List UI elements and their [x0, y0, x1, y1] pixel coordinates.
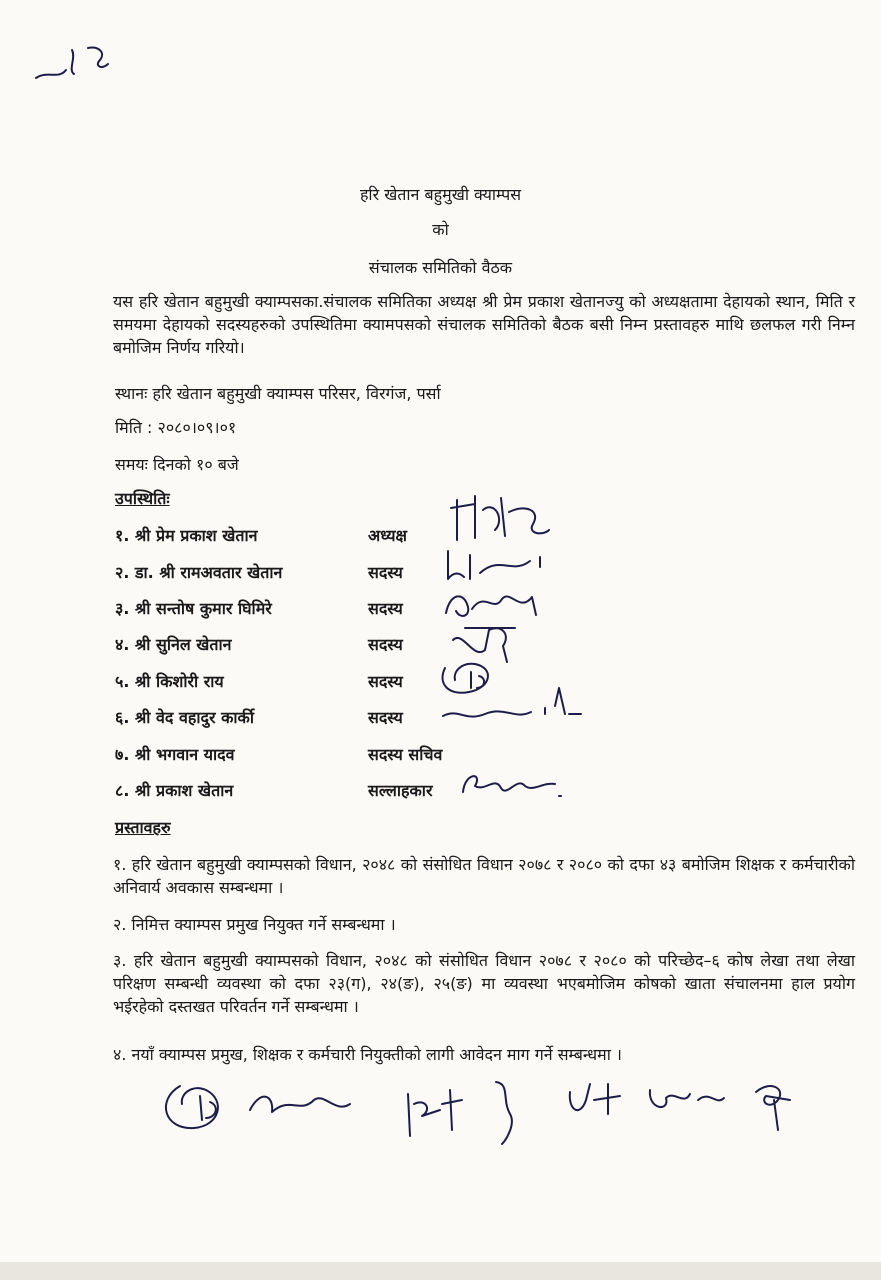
signature-2	[440, 545, 560, 585]
venue-line: स्थानः हरि खेतान बहुमुखी क्याम्पस परिसर, विरगंज, पर्सा	[115, 384, 441, 403]
attendance-heading: उपस्थितिः	[115, 489, 170, 508]
attendee-name: ४. श्री सुनिल खेतान	[115, 635, 232, 654]
bottom-signatures	[150, 1070, 830, 1150]
signature-8	[455, 762, 575, 807]
header-line-institution: हरि खेतान बहुमुखी क्याम्पस	[359, 185, 522, 204]
intro-paragraph: यस हरि खेतान बहुमुखी क्याम्पसका.संचालक समितिका अध्यक्ष श्री प्रेम प्रकाश खेतानज्यु को अध्यक्षतामा देहायको स्थान, मिति र समयमा देहायको सदस्यहरुको उपस्थितिमा क्यामपसको संचालक समितिको बैठक बसी निम्न प्रस्तावहरु माथि छलफल गरी निम्न बमोजिम निर्णय गरियो।	[113, 292, 855, 357]
attendee-name: २. डा. श्री रामअवतार खेतान	[115, 563, 283, 582]
attendee-role: सल्लाहकार	[368, 781, 433, 800]
proposals-heading: प्रस्तावहरु	[115, 818, 171, 837]
signature-1	[445, 490, 555, 545]
attendee-name: ५. श्री किशोरी राय	[115, 672, 224, 691]
proposal-item: ३. हरि खेतान बहुमुखी क्याम्पसको विधान, २०४८ को संसोधित विधान २०७८ र २०८० को परिच्छेद–६ कोष लेखा तथा लेखा परिक्षण सम्बन्धी व्यवस्था को दफा २३(ग), २४(ङ), २५(ङ) मा व्यवस्था भएबमोजिम कोषको खाता संचालनमा हाल प्रयोग भईरहेको दस्तखत परिवर्तन गर्ने सम्बन्धमा ।	[113, 951, 855, 1016]
attendee-name: ३. श्री सन्तोष कुमार घिमिरे	[115, 599, 272, 618]
attendee-role: सदस्य	[368, 599, 403, 618]
attendee-name: ६. श्री वेद वहादुर कार्की	[115, 708, 254, 727]
attendee-role: सदस्य	[368, 563, 403, 582]
attendee-role: सदस्य	[368, 672, 403, 691]
date-line: मिति : २०८०।०९।०१	[115, 418, 237, 437]
attendee-role: सदस्य	[368, 708, 403, 727]
proposal-item: २. निमित्त क्याम्पस प्रमुख नियुक्त गर्ने सम्बन्धमा ।	[113, 915, 396, 934]
handwritten-mark	[28, 40, 118, 90]
attendee-role: सदस्य	[368, 635, 403, 654]
header-line-meeting: संचालक समितिको वैठक	[368, 258, 513, 277]
signature-3	[440, 583, 550, 623]
header-line-of: को	[432, 220, 449, 239]
proposal-item: १. हरि खेतान बहुमुखी क्याम्पसको विधान, २०४८ को संसोधित विधान २०७८ र २०८० को दफा ४३ बमोजिम शिक्षक र कर्मचारीको अनिवार्य अवकास सम्बन्धमा ।	[113, 855, 855, 897]
attendee-role: सदस्य सचिव	[368, 745, 443, 764]
signature-6	[435, 680, 585, 730]
attendee-role: अध्यक्ष	[368, 526, 407, 545]
attendee-name: १. श्री प्रेम प्रकाश खेतान	[115, 526, 258, 545]
attendee-name: ८. श्री प्रकाश खेतान	[115, 781, 234, 800]
time-line: समयः दिनको १० बजे	[115, 455, 239, 474]
attendee-name: ७. श्री भगवान यादव	[115, 745, 235, 764]
scan-bottom-edge	[0, 1262, 881, 1280]
proposal-item: ४. नयाँ क्याम्पस प्रमुख, शिक्षक र कर्मचारी नियुक्तीको लागी आवेदन माग गर्ने सम्बन्धमा ।	[113, 1045, 622, 1064]
